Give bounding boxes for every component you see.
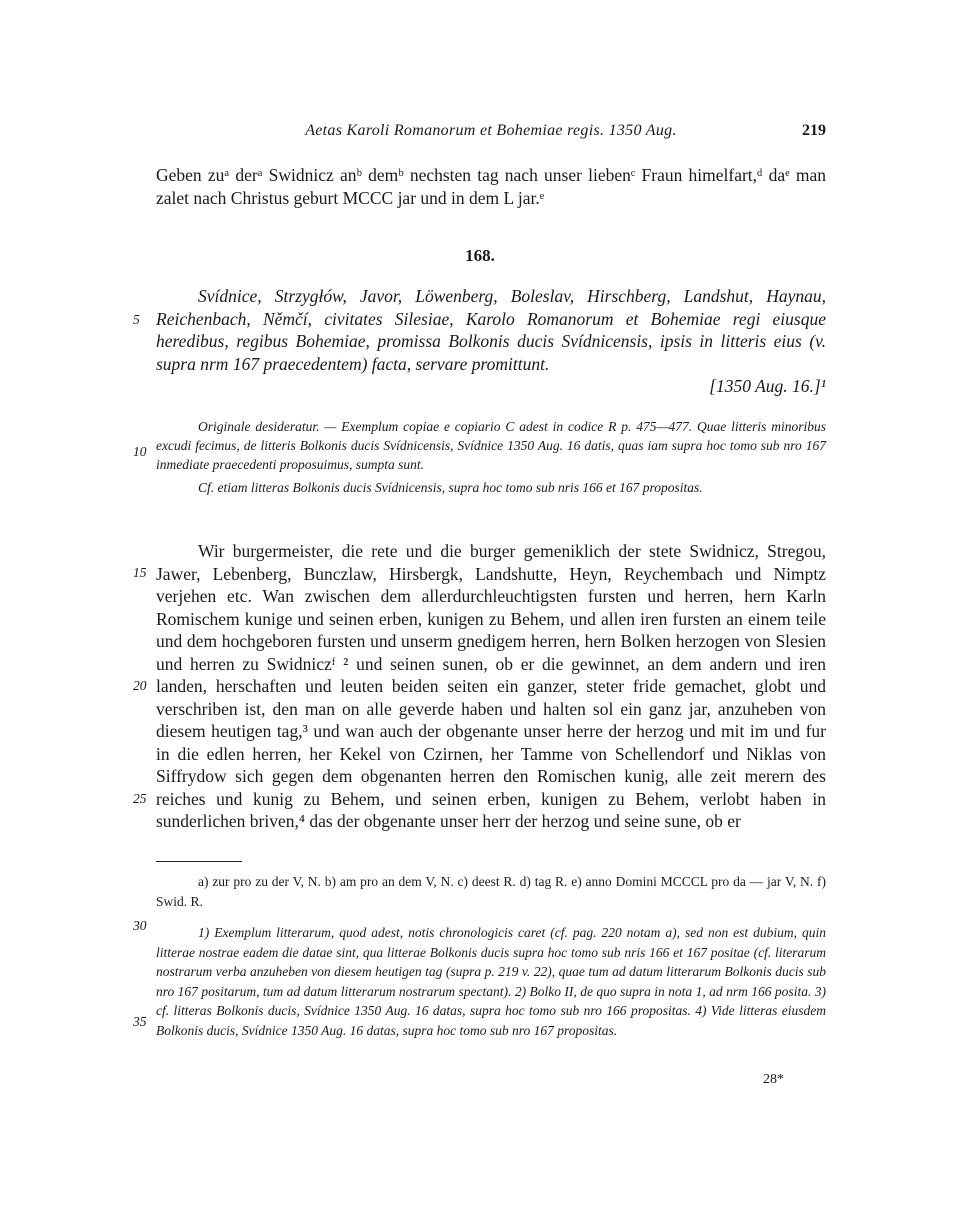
- regest-date: [1350 Aug. 16.]¹: [709, 376, 826, 396]
- document-number: 168.: [465, 246, 495, 265]
- main-paragraph: Wir burgermeister, die rete und die burger gemeniklich der stete Swidnicz, Stregou, Jawer, Lebenberg, Bunczlaw, Hirsbergk, Landshutte, Heyn, Reychembach und Nimptz verjehen etc. Wan zwischen dem allerdurchleuchtigsten fursten und herren, hern Karln Romischem kunige und seinen erben, kunigen zu Behem, und allen iren fursten an einem teile und dem hochgeboren fursten und unserm gnedigem herren, hern Bolken herzogen von Slesien und herren zu Swidniczᶠ ² und seinen sunen, ob er die gewinnet, an dem andern und iren landen, herschaften und leuten beiden seiten ein ganzer, steter fride gemachet, globt und verschriben ist, den man on alle geverde haben und halten sol ein ganz jar, anzuheben von diesem heutigen tag,³ und wan auch der obgenante unser herre der herzog und mit im und fur in die edlen herren, her Kekel von Czirnen, her Tamme von Schellendorf und Niklas von Siffrydow sich gegen dem obgenanten herren den Romischen kunig, alle zeit merern des reiches und kunig zu Behem, und seinen erben, kunigen zu Behem, verlobt haben in sunderlichen briven,⁴ das der obgenante unser herr der herzog und seine sune, ob er: [156, 541, 826, 831]
- footnote-rule: [156, 861, 242, 862]
- textual-notes: a) zur pro zu der V, N. b) am pro an dem V, N. c) deest R. d) tag R. e) anno Domini MCCCL pro da — jar V, N. f) Swid. R.: [156, 874, 826, 909]
- line-number: 30: [133, 918, 147, 933]
- line-number: 15: [133, 565, 147, 580]
- line-number: 10: [133, 444, 147, 459]
- line-number: 5: [133, 312, 140, 327]
- regest-text: Svídnice, Strzygłów, Javor, Löwenberg, Boleslav, Hirschberg, Landshut, Haynau, Reichenbach, Němčí, civitates Silesiae, Karolo Romanorum et Bohemiae regi eiusque heredibus, regibus Bohemiae, promissa Bolkonis ducis Svídnicensis, ipsis in litteris eius (v. supra nrm 167 praecedentem) facta, servare promittunt.: [156, 286, 826, 374]
- footnotes: [156, 872, 826, 1040]
- historical-notes: 1) Exemplum litterarum, quod adest, notis chronologicis caret (cf. pag. 220 notam a), sed non est dubium, quin litterae nostrae eadem die datae sint, qua litterae Bolkonis ducis supra hoc tomo sub nris 166 et 167 positae (cf. literarum nostrarum verba anzuheben von diesem heutigen tag (supra p. 219 v. 22), quae tum ad datum litterarum Bolkonis ducis sub nro 167 positarum, tum ad datum litterarum nostrarum spectant). 2) Bolko II, de quo supra in nota 1, ad nrm 166 posita. 3) cf. litteras Bolkonis ducis, Svídnice 1350 Aug. 16 datas, supra hoc tomo sub nro 166 propositas. 4) Vide litteras eiusdem Bolkonis ducis, Svídnice 1350 Aug. 16 datas, supra hoc tomo sub nro 167 propositas.: [156, 925, 826, 1038]
- running-title: Aetas Karoli Romanorum et Bohemiae regis. 1350 Aug.: [305, 122, 677, 139]
- regest: [156, 285, 826, 398]
- printer-signature: 28*: [763, 1072, 784, 1087]
- line-number: 20: [133, 678, 147, 693]
- line-number: 25: [133, 791, 147, 806]
- page-header: [156, 122, 826, 144]
- source-notes: [156, 417, 826, 501]
- source-note: Cf. etiam litteras Bolkonis ducis Svídnicensis, supra hoc tomo sub nris 166 et 167 propositas.: [198, 480, 703, 495]
- source-note: Originale desideratur. — Exemplum copiae e copiario C adest in codice R p. 475—477. Quae litteris minoribus excudi fecimus, de litteris Bolkonis ducis Svídnicensis, Svídnice 1350 Aug. 16 datis, quas iam supra hoc tomo sub nro 167 inmediate praecedenti proposuimus, sumpta sunt.: [156, 419, 826, 472]
- line-number: 35: [133, 1014, 147, 1029]
- main-text: [156, 540, 826, 833]
- page-number: 219: [802, 122, 826, 139]
- preceding-document-ending: Geben zuᵃ derᵃ Swidnicz anᵇ demᵇ nechsten tag nach unser liebenᶜ Fraun himelfart,ᵈ daᵉ man zalet nach Christus geburt MCCC jar und in dem L jar.ᵉ: [156, 165, 826, 208]
